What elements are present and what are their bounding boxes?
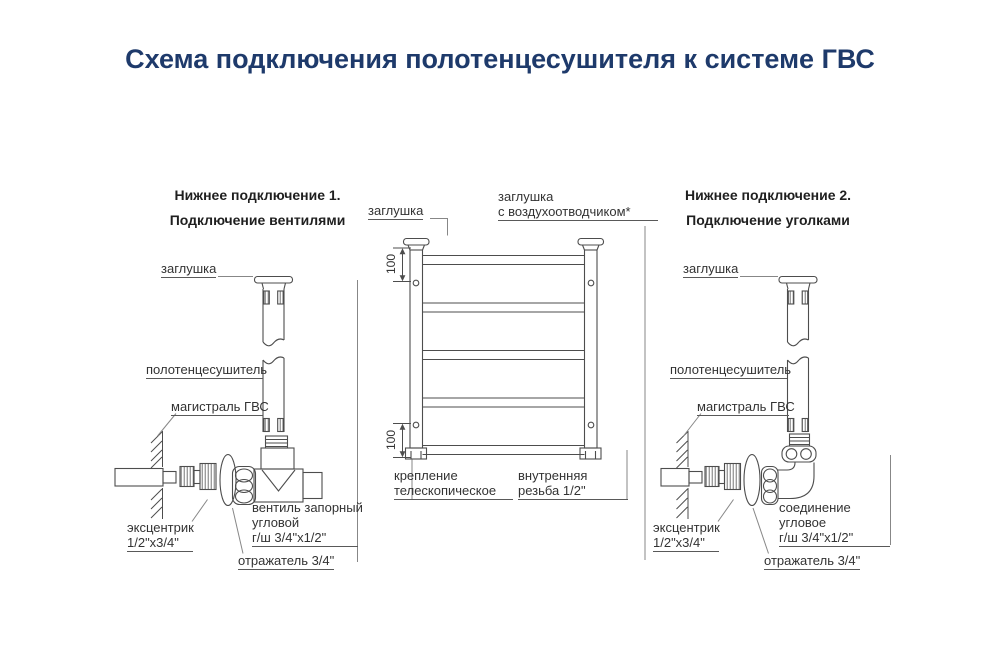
mount-hole-icon [588, 280, 594, 286]
left-panel-heading-2: Подключение вентилями [169, 212, 346, 228]
reflector-icon [220, 455, 236, 506]
left-panel-heading-1: Нижнее подключение 1. [174, 187, 341, 203]
label-air-vent-plug-line1: заглушка [498, 189, 554, 204]
eccentric-icon [180, 464, 216, 490]
label-plug-right: заглушка [683, 261, 738, 278]
label-telescopic-mount [394, 468, 513, 500]
mount-hole-icon [588, 422, 594, 428]
label-elbow-connection [779, 500, 890, 547]
left-assembly [115, 277, 322, 520]
label-air-vent-plug-line2: с воздухоотводчиком* [498, 204, 631, 220]
dimension-100-top: 100 [384, 253, 398, 275]
mount-hole-icon [413, 280, 419, 286]
plug-cap-icon [255, 277, 293, 284]
mount-hole-icon [413, 422, 419, 428]
label-valve-line1: вентиль запорный [252, 500, 363, 515]
label-elbow-connection-line1: соединение [779, 500, 851, 515]
label-hws-main-left: магистраль ГВС [171, 399, 263, 416]
label-telescopic-mount-line2: телескопическое [394, 483, 497, 499]
label-elbow-connection-line2: угловое [779, 515, 827, 531]
wall-icon [677, 431, 689, 519]
wall-icon [151, 431, 163, 519]
cap-left-icon [404, 239, 430, 246]
page-title: Схема подключения полотенцесушителя к системе ГВС [125, 44, 875, 74]
cap-right-icon [578, 239, 604, 246]
label-reflector-right: отражатель 3/4" [764, 553, 860, 570]
label-hws-main-right: магистраль ГВС [697, 399, 789, 416]
label-internal-thread-line2: резьба 1/2" [518, 483, 586, 499]
center-radiator [404, 239, 604, 460]
reflector-icon [744, 455, 760, 506]
label-eccentric-right [653, 520, 719, 552]
label-internal-thread-line1: внутренняя [518, 468, 588, 483]
label-plug-center: заглушка [368, 203, 423, 220]
plug-cap-icon [779, 277, 817, 284]
supply-pipe-icon [115, 469, 163, 487]
dimension-100-bottom: 100 [384, 429, 398, 451]
eccentric-icon [705, 464, 741, 490]
label-air-vent-plug [498, 189, 658, 221]
label-towel-rail-right: полотенцесушитель [670, 362, 787, 379]
label-reflector-left: отражатель 3/4" [238, 553, 334, 570]
right-panel-heading-2: Подключение уголками [686, 212, 850, 228]
supply-pipe-icon [661, 469, 689, 487]
label-valve-line2: угловой [252, 515, 300, 531]
label-elbow-connection-line3: г/ш 3/4"х1/2" [779, 530, 854, 546]
label-towel-rail-left: полотенцесушитель [146, 362, 263, 379]
elbow-icon [762, 434, 817, 505]
label-plug-left: заглушка [161, 261, 216, 278]
label-eccentric-left [127, 520, 193, 552]
label-eccentric-left-line1: эксцентрик [127, 520, 194, 535]
valve-icon [233, 436, 323, 505]
right-assembly [661, 277, 817, 520]
label-eccentric-right-line2: 1/2"х3/4" [653, 535, 705, 551]
right-panel-heading-1: Нижнее подключение 2. [684, 187, 852, 203]
label-telescopic-mount-line1: крепление [394, 468, 458, 483]
label-internal-thread [518, 468, 628, 500]
label-valve-line3: г/ш 3/4"х1/2" [252, 530, 327, 546]
label-valve [252, 500, 363, 547]
label-eccentric-right-line1: эксцентрик [653, 520, 720, 535]
label-eccentric-left-line2: 1/2"х3/4" [127, 535, 179, 551]
